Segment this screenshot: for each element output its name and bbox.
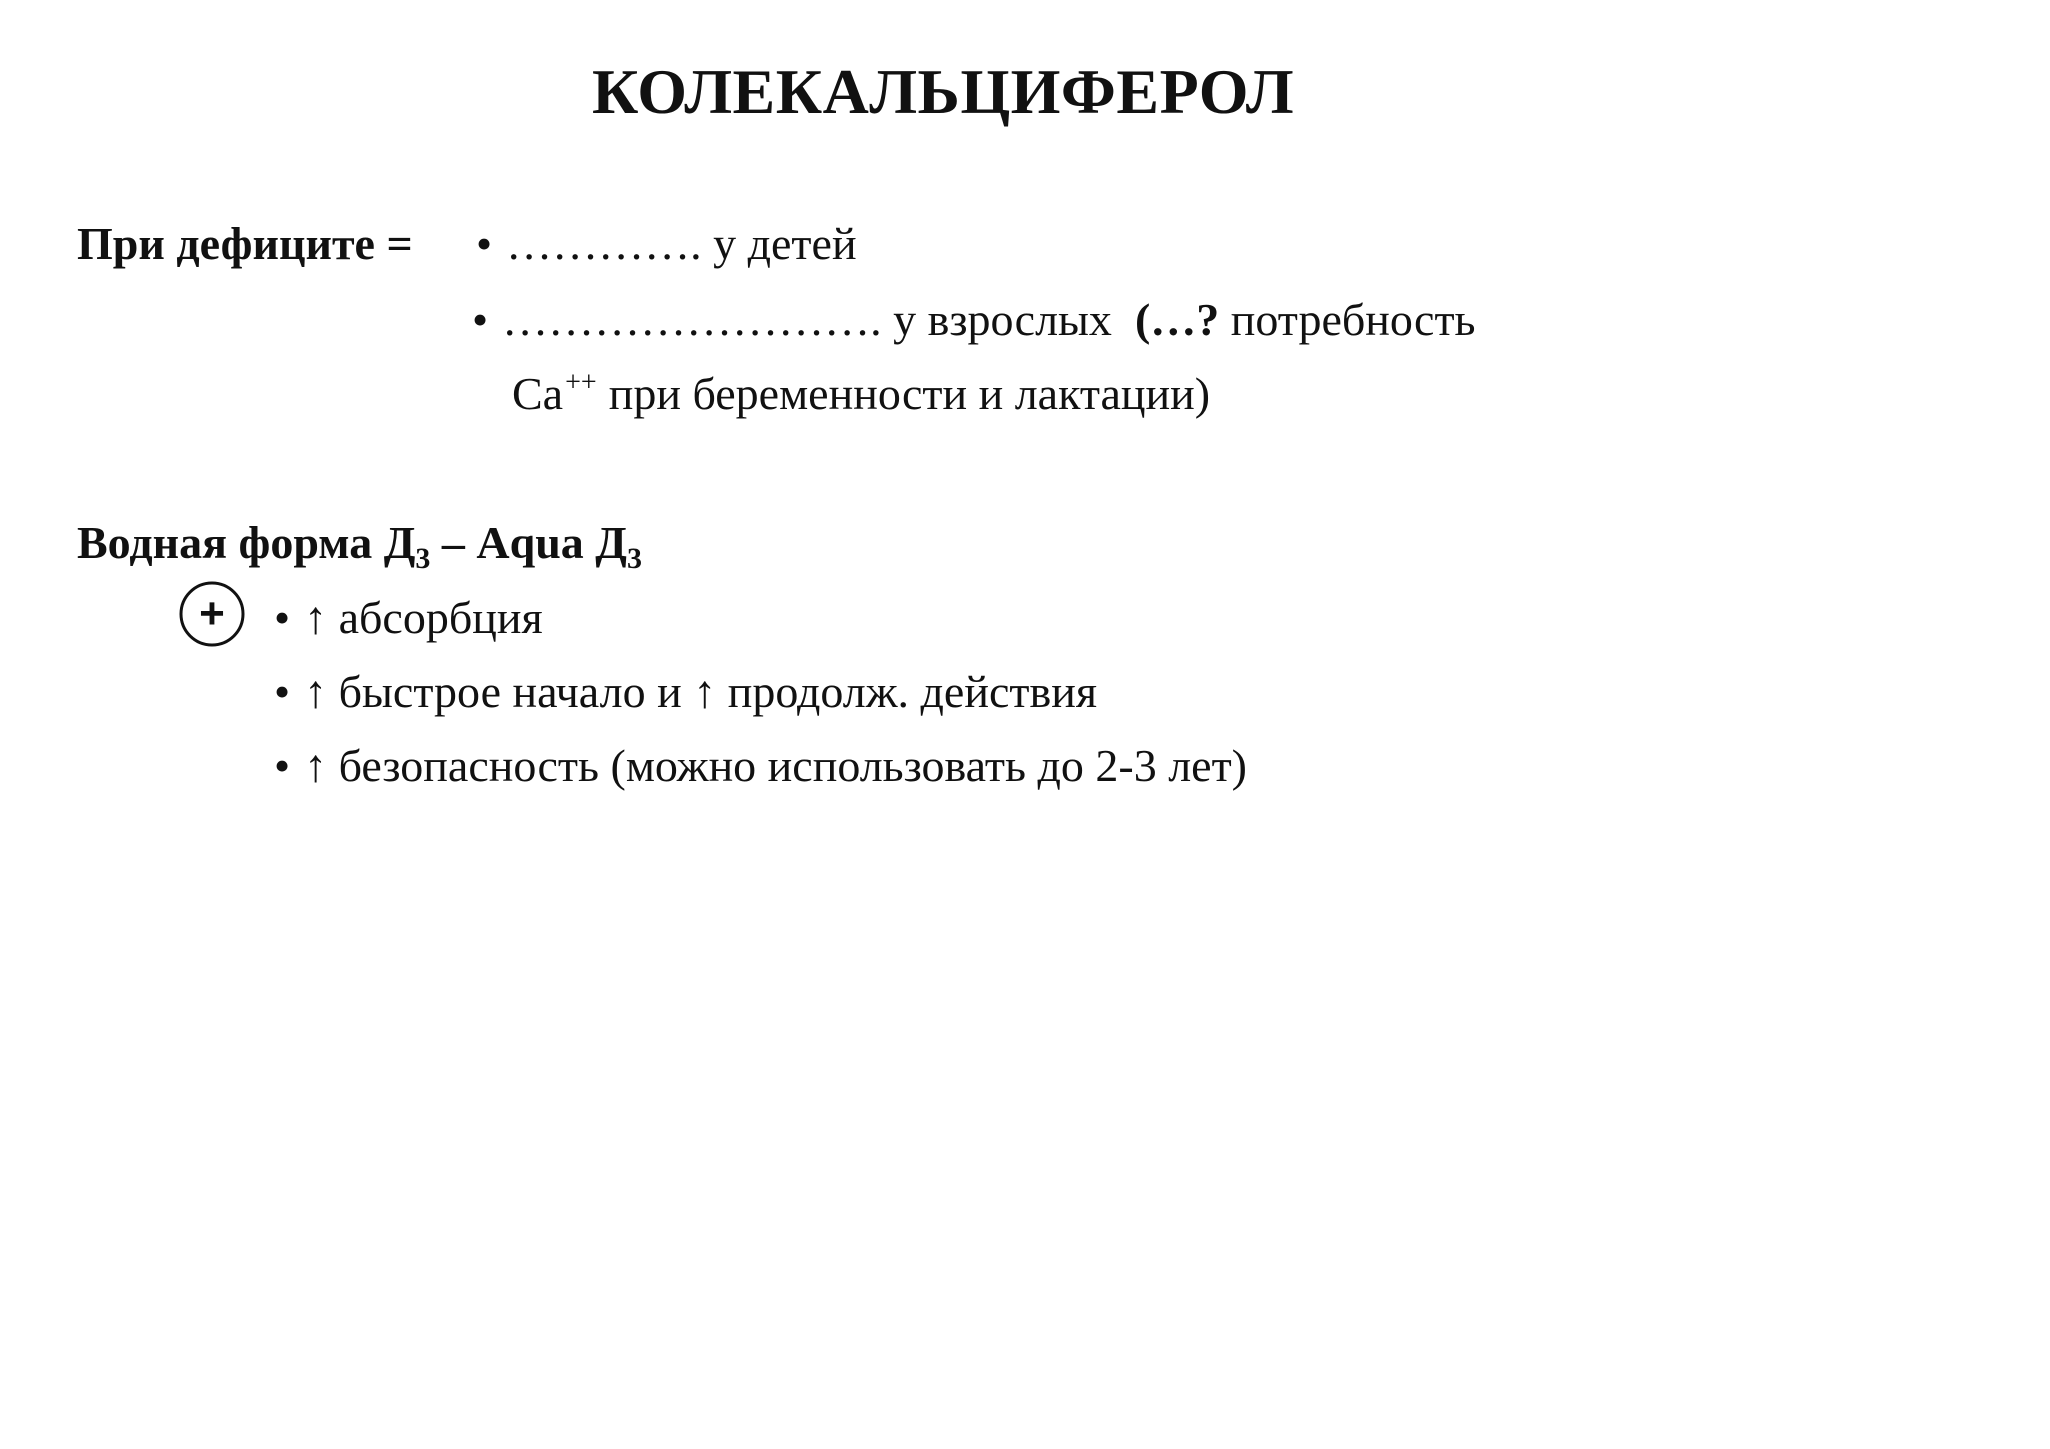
advantage-item — [274, 736, 1247, 796]
bullet: • — [274, 666, 291, 717]
deficit-item-adults-text: ……………………. у взрослых — [502, 294, 1112, 345]
deficit-item-adults-rest: потребность — [1230, 294, 1476, 345]
bullet: • — [274, 592, 291, 643]
calcium-symbol: Ca — [512, 368, 564, 419]
advantage-item — [274, 588, 543, 648]
deficit-question-mark: (…? — [1134, 294, 1220, 345]
deficit-label: При дефиците = — [77, 218, 413, 269]
aqua-heading-subscript: 3 — [415, 542, 431, 575]
bullet: • — [476, 218, 493, 269]
calcium-charge: ++ — [565, 367, 597, 398]
aqua-form-heading — [77, 513, 642, 573]
bullet: • — [472, 294, 489, 345]
deficit-continuation-text: при беременности и лактации) — [608, 368, 1211, 419]
deficit-item-adults-continuation — [512, 364, 1210, 424]
aqua-heading-part1: Водная форма Д — [77, 517, 416, 568]
plus-symbol: + — [199, 589, 225, 638]
advantage-item — [274, 662, 1097, 722]
deficit-item-children — [476, 214, 857, 274]
aqua-heading-part2: – Aqua Д — [430, 517, 627, 568]
aqua-heading-subscript: 3 — [626, 542, 642, 575]
page-title: КОЛЕКАЛЬЦИФЕРОЛ — [591, 56, 1295, 127]
advantage-absorption: ↑ абсорбция — [304, 592, 543, 643]
deficit-item-adults — [472, 290, 1476, 350]
bullet: • — [274, 740, 291, 791]
plus-circle-icon — [178, 580, 246, 648]
advantage-safety: ↑ безопасность (можно использовать до 2-3 лет) — [304, 740, 1247, 791]
advantage-onset-duration: ↑ быстрое начало и ↑ продолж. действия — [304, 666, 1097, 717]
deficit-item-children-text: …………. у детей — [506, 218, 857, 269]
